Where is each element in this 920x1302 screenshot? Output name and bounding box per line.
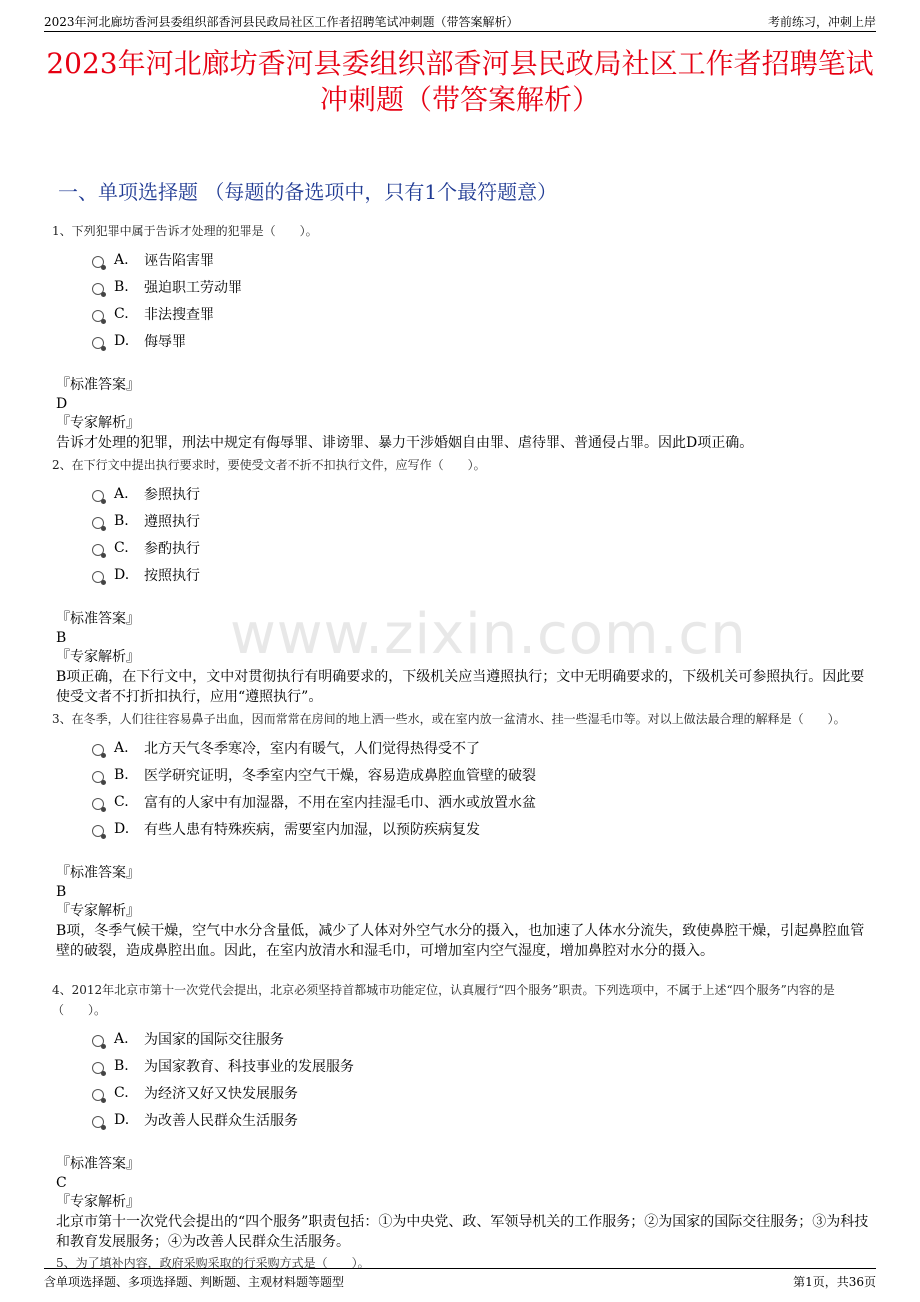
option-list [92, 734, 872, 842]
radio-icon[interactable] [92, 771, 104, 783]
option-letter: D. [114, 820, 130, 837]
option-d[interactable] [92, 327, 872, 354]
document-title: 2023年河北廊坊香河县委组织部香河县民政局社区工作者招聘笔试冲刺题（带答案解析） [46, 47, 874, 116]
option-d[interactable] [92, 815, 872, 842]
radio-icon[interactable] [92, 1089, 104, 1101]
option-letter: C. [114, 305, 129, 322]
option-letter: C. [114, 1084, 129, 1101]
radio-icon[interactable] [92, 256, 104, 268]
analysis-label: 『专家解析』 [56, 903, 140, 919]
option-letter: C. [114, 539, 129, 556]
option-text: 医学研究证明，冬季室内空气干燥，容易造成鼻腔血管壁的破裂 [144, 767, 536, 784]
option-a[interactable] [92, 246, 872, 273]
option-text: 为改善人民群众生活服务 [144, 1112, 298, 1129]
question-4 [52, 980, 872, 1252]
question-stem: 2、在下行文中提出执行要求时，要使受文者不折不扣执行文件，应写作（ ）。 [52, 458, 486, 472]
question-stem: 3、在冬季，人们往往容易鼻子出血，因而常常在房间的地上洒一些水，或在室内放一盆清水、挂一些湿毛巾等。对以上做法最合理的解释是（ ）。 [52, 712, 846, 726]
header-slogan: 考前练习，冲刺上岸 [767, 15, 876, 29]
option-letter: C. [114, 793, 129, 810]
radio-icon[interactable] [92, 1116, 104, 1128]
question-3 [52, 709, 872, 961]
radio-icon[interactable] [92, 1062, 104, 1074]
option-letter: B. [114, 1057, 129, 1074]
answer-value: B [56, 884, 67, 900]
option-text: 为国家教育、科技事业的发展服务 [144, 1058, 354, 1075]
analysis-text: B项，冬季气候干燥，空气中水分含量低，减少了人体对外空气水分的摄入，也加速了人体水分流失，致使鼻腔干燥，引起鼻腔血管壁的破裂，造成鼻腔出血。因此，在室内放清水和湿毛巾，可增加室内空气湿度，增加鼻腔对水分的摄入。 [56, 923, 865, 959]
option-b[interactable] [92, 507, 872, 534]
radio-icon[interactable] [92, 825, 104, 837]
option-text: 参酌执行 [144, 540, 200, 557]
option-a[interactable] [92, 480, 872, 507]
option-text: 参照执行 [144, 486, 200, 503]
option-b[interactable] [92, 273, 872, 300]
radio-icon[interactable] [92, 517, 104, 529]
option-text: 为国家的国际交往服务 [144, 1031, 284, 1048]
option-text: 富有的人家中有加湿器，不用在室内挂湿毛巾、洒水或放置水盆 [144, 794, 536, 811]
option-text: 强迫职工劳动罪 [144, 279, 242, 296]
answer-value: C [56, 1175, 67, 1191]
option-text: 有些人患有特殊疾病，需要室内加湿，以预防疾病复发 [144, 821, 480, 838]
answer-label: 『标准答案』 [56, 377, 140, 393]
page-number: 第1页，共36页 [793, 1275, 876, 1289]
page-header [44, 10, 876, 32]
option-list [92, 246, 872, 354]
option-text: 北方天气冬季寒冷，室内有暖气，人们觉得热得受不了 [144, 740, 480, 757]
option-d[interactable] [92, 1106, 872, 1133]
radio-icon[interactable] [92, 310, 104, 322]
analysis-label: 『专家解析』 [56, 1194, 140, 1210]
analysis-text: 北京市第十一次党代会提出的“四个服务”职责包括：①为中央党、政、军领导机关的工作服务；②为国家的国际交往服务；③为科技和教育发展服务；④为改善人民群众生活服务。 [56, 1214, 869, 1250]
option-letter: B. [114, 766, 129, 783]
option-text: 非法搜查罪 [144, 306, 214, 323]
option-b[interactable] [92, 761, 872, 788]
option-c[interactable] [92, 1079, 872, 1106]
option-letter: A. [114, 1030, 129, 1047]
radio-icon[interactable] [92, 283, 104, 295]
answer-label: 『标准答案』 [56, 611, 140, 627]
radio-icon[interactable] [92, 744, 104, 756]
option-letter: D. [114, 1111, 130, 1128]
section-heading: 一、单项选择题 （每题的备选项中，只有1个最符题意） [58, 180, 558, 204]
option-a[interactable] [92, 734, 872, 761]
radio-icon[interactable] [92, 1035, 104, 1047]
option-c[interactable] [92, 788, 872, 815]
option-c[interactable] [92, 534, 872, 561]
answer-block [56, 864, 872, 961]
option-d[interactable] [92, 561, 872, 588]
option-list [92, 1025, 872, 1133]
question-stem: 1、下列犯罪中属于告诉才处理的犯罪是（ ）。 [52, 224, 318, 238]
next-question-stem-partial: 5、为了填补内容，政府采购采取的行采购方式是（ ）。 [56, 1256, 370, 1270]
answer-label: 『标准答案』 [56, 1156, 140, 1172]
answer-block [56, 376, 872, 453]
answer-value: B [56, 630, 67, 646]
radio-icon[interactable] [92, 571, 104, 583]
answer-value: D [56, 396, 68, 412]
analysis-text: B项正确，在下行文中，文中对贯彻执行有明确要求的，下级机关应当遵照执行；文中无明确要求的，下级机关可参照执行。因此要使受文者不打折扣执行，应用“遵照执行”。 [56, 669, 865, 705]
option-text: 按照执行 [144, 567, 200, 584]
option-letter: A. [114, 251, 129, 268]
answer-label: 『标准答案』 [56, 865, 140, 881]
question-2 [52, 455, 872, 707]
option-list [92, 480, 872, 588]
analysis-label: 『专家解析』 [56, 649, 140, 665]
question-1 [52, 221, 872, 453]
answer-block [56, 1155, 872, 1252]
option-letter: A. [114, 739, 129, 756]
option-b[interactable] [92, 1052, 872, 1079]
option-text: 为经济又好又快发展服务 [144, 1085, 298, 1102]
option-c[interactable] [92, 300, 872, 327]
page-footer [44, 1268, 876, 1290]
radio-icon[interactable] [92, 798, 104, 810]
analysis-text: 告诉才处理的犯罪，刑法中规定有侮辱罪、诽谤罪、暴力干涉婚姻自由罪、虐待罪、普通侵占罪。因此D项正确。 [56, 435, 754, 451]
option-letter: B. [114, 278, 129, 295]
header-doc-title: 2023年河北廊坊香河县委组织部香河县民政局社区工作者招聘笔试冲刺题（带答案解析） [44, 15, 519, 29]
option-letter: D. [114, 566, 130, 583]
option-letter: A. [114, 485, 129, 502]
radio-icon[interactable] [92, 544, 104, 556]
option-letter: B. [114, 512, 129, 529]
option-text: 侮辱罪 [144, 333, 186, 350]
answer-block [56, 610, 872, 707]
analysis-label: 『专家解析』 [56, 415, 140, 431]
radio-icon[interactable] [92, 337, 104, 349]
question-stem: 4、2012年北京市第十一次党代会提出，北京必须坚持首都城市功能定位，认真履行“四个服务”职责。下列选项中，不属于上述“四个服务”内容的是（ ）。 [52, 983, 835, 1017]
radio-icon[interactable] [92, 490, 104, 502]
footer-question-types: 含单项选择题、多项选择题、判断题、主观材料题等题型 [44, 1275, 345, 1289]
watermark: www.zixin.com.cn [230, 602, 747, 667]
option-a[interactable] [92, 1025, 872, 1052]
option-text: 诬告陷害罪 [144, 252, 214, 269]
option-letter: D. [114, 332, 130, 349]
option-text: 遵照执行 [144, 513, 200, 530]
